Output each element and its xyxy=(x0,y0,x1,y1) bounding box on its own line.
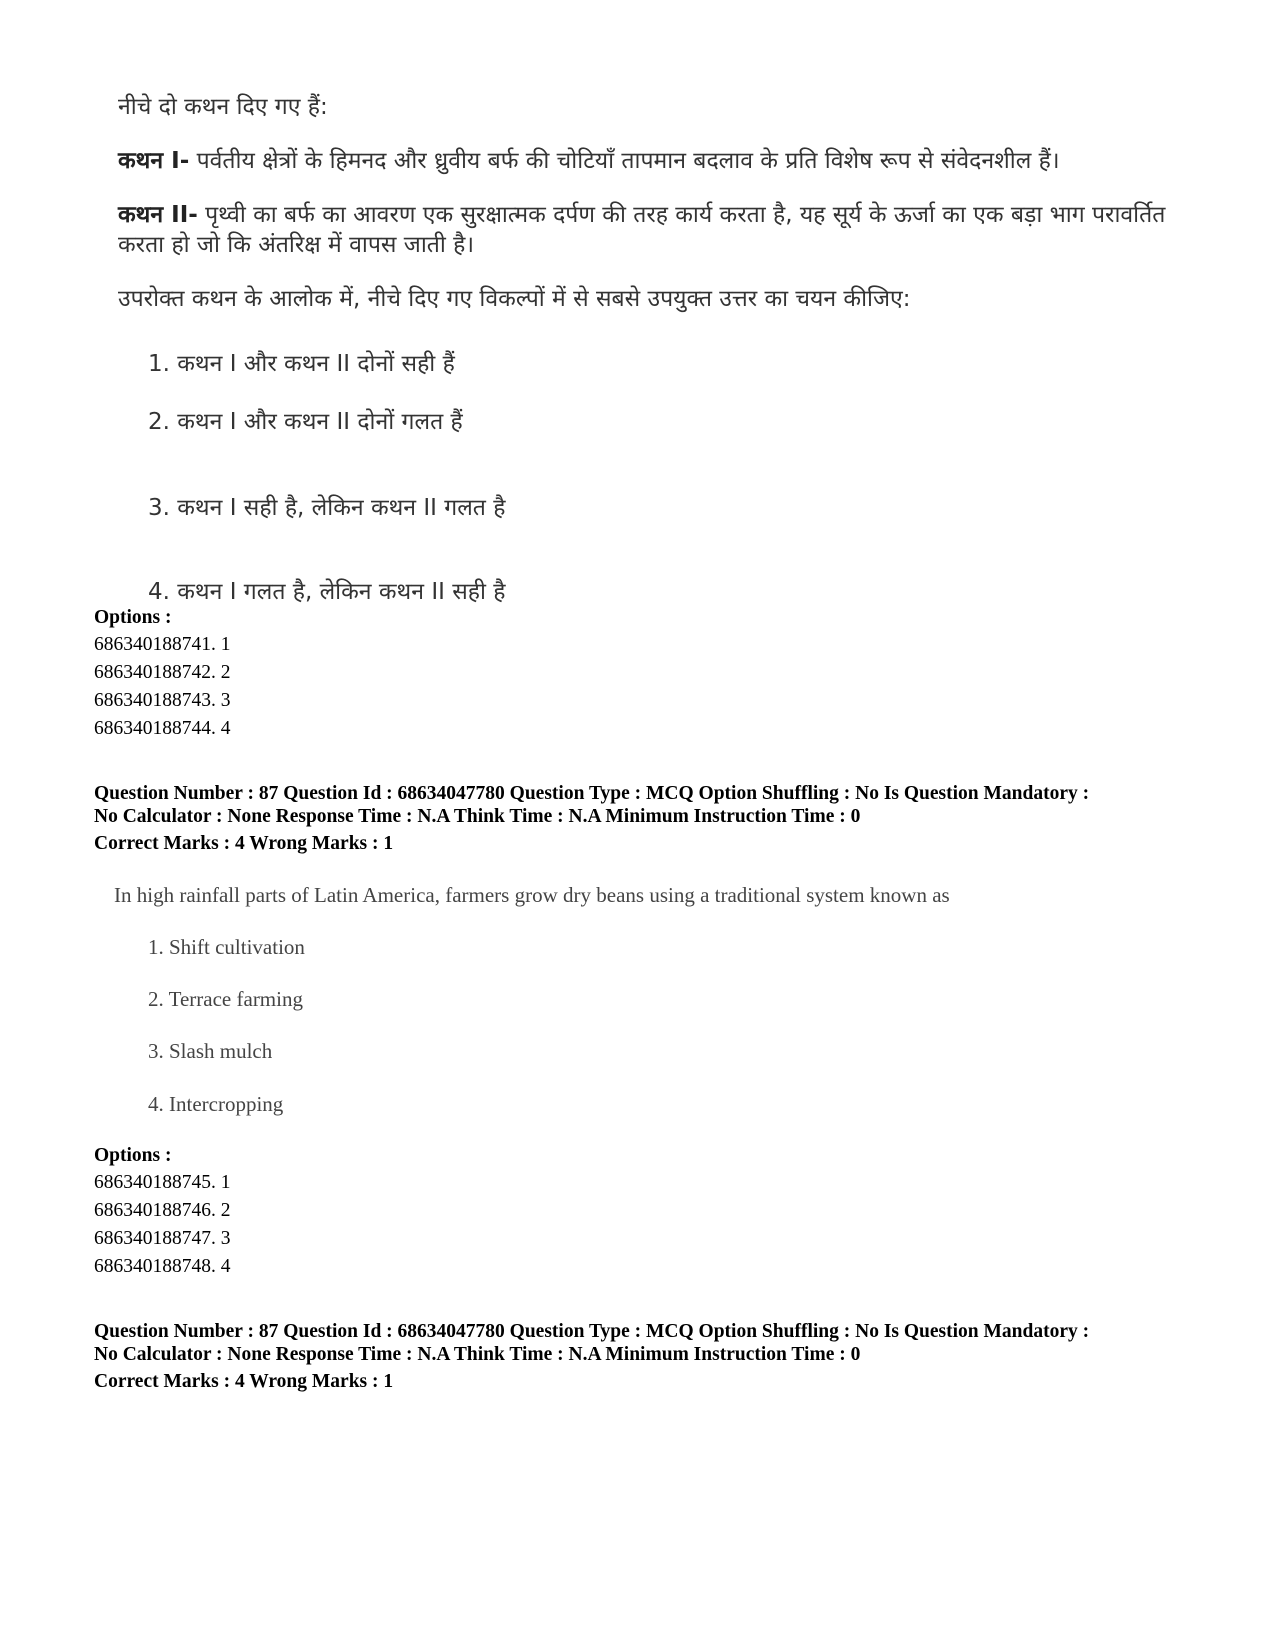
choice-3: 3. Slash mulch xyxy=(148,1039,273,1063)
option-id: 686340188747. 3 xyxy=(94,1228,231,1249)
option-id: 686340188745. 1 xyxy=(94,1172,231,1193)
choice-3: 3. कथन I सही है, लेकिन कथन II गलत है xyxy=(148,495,506,521)
meta-line: Question Number : 87 Question Id : 68634047780 Question Type : MCQ Option Shuffling : No Is Question Mandatory : xyxy=(94,1321,1090,1342)
choice-4: 4. Intercropping xyxy=(148,1092,284,1116)
option-id: 686340188743. 3 xyxy=(94,690,231,711)
options-list-2 xyxy=(94,1144,231,1283)
choice-4: 4. कथन I गलत है, लेकिन कथन II सही है xyxy=(148,579,506,605)
option-id: 686340188744. 4 xyxy=(94,718,231,739)
meta-line: No Calculator : None Response Time : N.A Think Time : N.A Minimum Instruction Time : 0 xyxy=(94,806,861,827)
meta-line: Question Number : 87 Question Id : 68634047780 Question Type : MCQ Option Shuffling : No Is Question Mandatory : xyxy=(94,783,1090,804)
question-meta-2 xyxy=(94,1320,1089,1394)
english-question-block xyxy=(114,880,1118,1120)
marks-line: Correct Marks : 4 Wrong Marks : 1 xyxy=(94,833,394,854)
choice-2: 2. Terrace farming xyxy=(148,987,303,1011)
question-intro: नीचे दो कथन दिए गए हैं: xyxy=(118,94,328,120)
options-label: Options : xyxy=(94,607,172,628)
meta-line: No Calculator : None Response Time : N.A Think Time : N.A Minimum Instruction Time : 0 xyxy=(94,1344,861,1365)
option-id: 686340188742. 2 xyxy=(94,662,231,683)
option-id: 686340188746. 2 xyxy=(94,1200,231,1221)
question-text: In high rainfall parts of Latin America, farmers grow dry beans using a traditional system known as xyxy=(114,883,950,907)
choice-2: 2. कथन I और कथन II दोनों गलत हैं xyxy=(148,409,463,435)
options-label: Options : xyxy=(94,1145,172,1166)
statement-2-label: कथन II- xyxy=(118,202,198,228)
statement-1-label: कथन I- xyxy=(118,148,190,174)
marks-line: Correct Marks : 4 Wrong Marks : 1 xyxy=(94,1371,394,1392)
statement-1 xyxy=(118,146,1198,176)
options-list-1 xyxy=(94,606,231,745)
choice-1: 1. Shift cultivation xyxy=(148,935,305,959)
question-meta-1 xyxy=(94,782,1089,856)
statement-2 xyxy=(118,200,1198,260)
statement-2-text: पृथ्वी का बर्फ का आवरण एक सुरक्षात्मक दर्पण की तरह कार्य करता है, यह सूर्य के ऊर्जा का एक बड़ा भाग परावर्तित करता हो जो कि अंतरिक्ष में वापस जाती है। xyxy=(118,202,1166,258)
question-prompt: उपरोक्त कथन के आलोक में, नीचे दिए गए विकल्पों में से सबसे उपयुक्त उत्तर का चयन कीजिए: xyxy=(118,286,911,312)
choice-1: 1. कथन I और कथन II दोनों सही हैं xyxy=(148,351,455,377)
statement-1-text: पर्वतीय क्षेत्रों के हिमनद और ध्रुवीय बर्फ की चोटियाँ तापमान बदलाव के प्रति विशेष रूप से संवेदनशील हैं। xyxy=(196,148,1060,174)
option-id: 686340188741. 1 xyxy=(94,634,231,655)
option-id: 686340188748. 4 xyxy=(94,1256,231,1277)
